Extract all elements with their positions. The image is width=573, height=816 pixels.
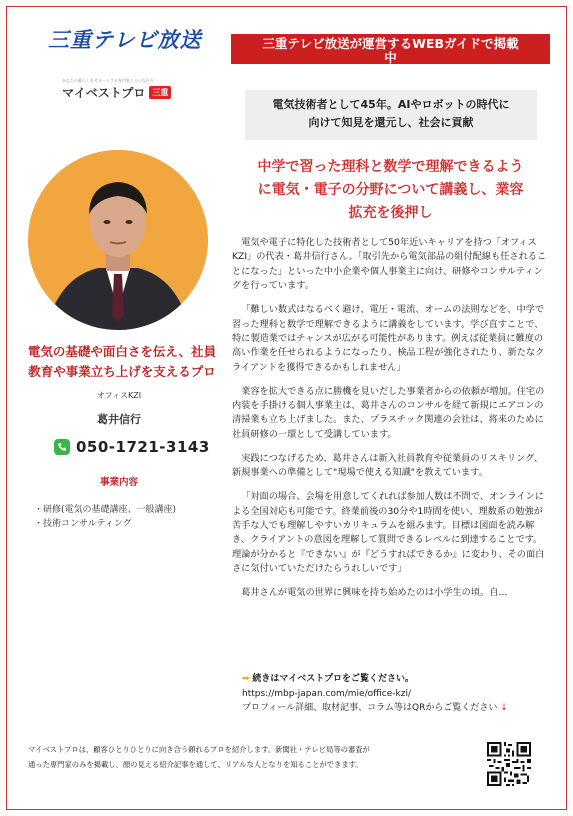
footer-text	[28, 742, 458, 772]
qr-note: プロフィール詳細、取材記事、コラム等はQRからご覧ください	[242, 703, 498, 713]
mybestpro-name-row	[62, 84, 182, 101]
qr-code-icon[interactable]	[487, 742, 531, 786]
mybestpro-logo	[62, 78, 182, 101]
body-paragraph: 「対面の場合、会場を用意してくれれば参加人数は不問で、オンラインによる全国対応も可能です。終業前後の30分や1時間を使い、理数系の勉強が苦手な人でも理解しやすいカリキュラムを組みます。目標は図面を読み解き、クライアントの意図を理解して質問できるレベルに到達することです。理論が分かると『できない』が『どうすればできるか』に変わり、その面白さに気付いていただけたらうれしいです」	[232, 491, 545, 575]
catch-line-2: 教育や事業立ち上げを支えるプロ	[28, 364, 216, 379]
subhead-line-2: 向けて知見を還元し、社会に貢献	[308, 116, 474, 129]
headline-line-2: に電気・電子の分野について講義し、業容	[257, 182, 524, 198]
person-name: 葛井信行	[97, 413, 141, 426]
arrow-right-icon: ➡	[242, 674, 250, 684]
subheading-box	[245, 90, 537, 140]
arrow-down-icon: ↓	[500, 703, 508, 713]
catch-copy	[24, 342, 220, 382]
mybestpro-name: マイベストプロ	[62, 86, 146, 100]
body-paragraph: 「難しい数式はなるべく避け、電圧・電流、オームの法則などを、中学で習った理科と数学で理解できるように講義をしています。学び直すことで、特に製造業ではチャンスが広がる可能性があります。例えば従業員に難度の高い作業を任せられるようになったり、検品工程が強化されたり、新たなクライアントを獲得できるかもしれません」	[232, 304, 545, 373]
mybestpro-tagline: あなたの暮らしをサポートする専門家とのつながり	[62, 78, 154, 83]
body-paragraph: 電気や電子に特化した技術者として50年近いキャリアを持つ「オフィスKZI」の代表・葛井信行さん。「取引先から電気部品の組付配線も任されることになった」といった中小企業や個人事業主に向け、研修やコンサルティングを行っています。	[232, 237, 547, 292]
catch-line-1: 電気の基礎や面白さを伝え、社員	[27, 344, 217, 359]
header-banner	[231, 34, 550, 64]
mie-badge: 三重	[149, 86, 171, 99]
services-list	[34, 503, 176, 531]
headline-line-3: 拡充を後押し	[348, 205, 433, 221]
mie-tv-logo: 三重テレビ放送	[48, 28, 202, 52]
footer-line-2: 通った専門家のみを掲載し、顔の見える紹介記事を通して、リアルな人となりを知ることができます。	[28, 760, 363, 769]
phone-row	[54, 438, 210, 456]
body-paragraph: 実践につなげるため、葛井さんは新入社員教育や従業員のリスキリング、新規事業への準備として"現場で使える知識"を教えています。	[232, 452, 544, 479]
read-more-lead: 続きはマイベストプロをご覧ください。	[252, 674, 414, 684]
headline-line-1: 中学で習った理科と数学で理解できるよう	[257, 159, 524, 175]
services-title: 事業内容	[99, 477, 138, 488]
profile-url[interactable]: https://mbp-japan.com/mie/office-kzi/	[242, 688, 412, 699]
portrait-photo	[28, 150, 208, 330]
article-body	[232, 236, 548, 610]
phone-icon	[54, 439, 70, 455]
read-more-block	[242, 672, 552, 716]
footer-line-1: マイベストプロは、顧客ひとりひとりに向き合う頼れるプロを紹介します。新聞社・テレビ局等の審査が	[28, 745, 370, 754]
banner-line-1: 三重テレビ放送が運営するWEBガイドで掲載	[262, 36, 519, 51]
subhead-line-1: 電気技術者として45年。AIやロボットの時代に	[272, 98, 510, 111]
article-headline	[238, 156, 543, 225]
office-name: オフィスKZI	[96, 391, 142, 400]
banner-line-2: 中	[384, 50, 397, 65]
body-paragraph: 業容を拡大できる点に勝機を見いだした事業者からの依頼が増加。住宅の内装を手掛ける個人事業主は、葛井さんのコンサルを経て新規にエアコンの清掃業も立ち上げました。また、プラスチック関連の会社は、将来のために社員研修の一環として受講しています。	[232, 385, 545, 440]
read-more-lead-row	[242, 672, 552, 687]
body-paragraph: 葛井さんが電気の世界に興味を持ち始めたのは小学生の頃。自…	[241, 587, 508, 599]
phone-number[interactable]: 050-1721-3143	[76, 438, 210, 456]
service-item: ・研修(電気の基礎講座、一般講座)	[34, 505, 177, 515]
qr-note-row	[242, 701, 552, 716]
portrait-illustration	[28, 150, 208, 330]
service-item: ・技術コンサルティング	[34, 519, 132, 529]
